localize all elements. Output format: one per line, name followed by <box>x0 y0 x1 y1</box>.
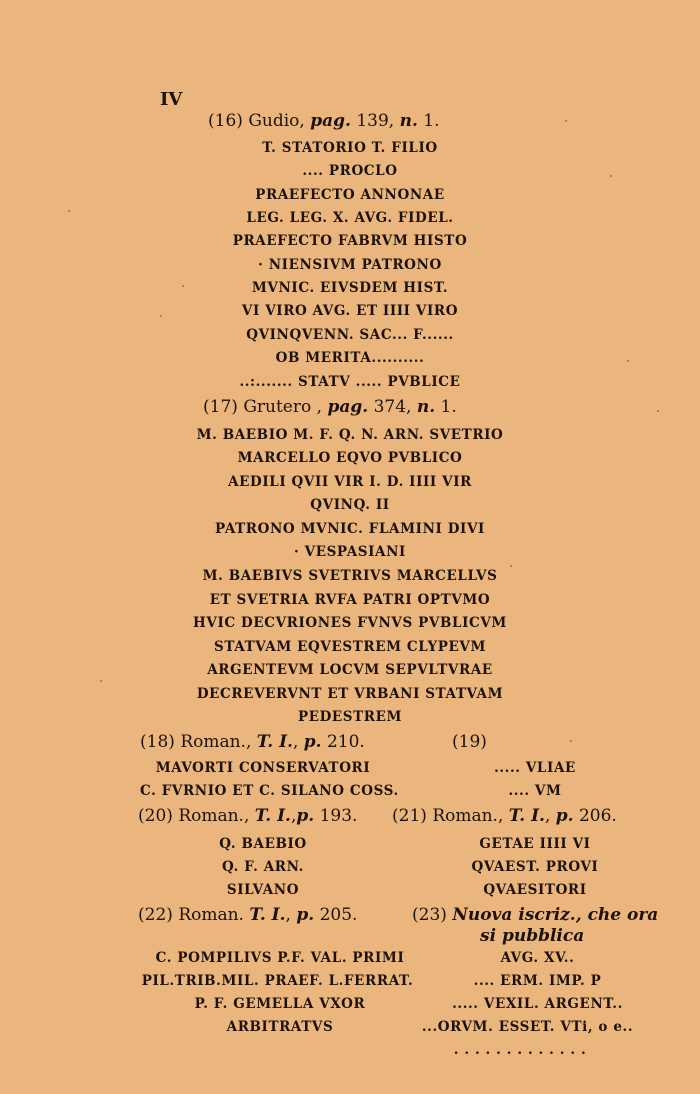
inscription-line: OB MERITA.......... <box>275 350 425 366</box>
ref-23-source-line2: si pubblica <box>480 926 585 946</box>
ref-16-n: 1. <box>423 111 440 131</box>
ref-21-source: Roman. <box>432 806 498 826</box>
ref-16-n-label: n. <box>399 111 418 131</box>
inscription-line: VI VIRO AVG. ET IIII VIRO <box>241 303 459 319</box>
inscription-line: T. STATORIO T. FILIO <box>262 140 438 156</box>
inscription-line: HVIC DECVRIONES FVNVS PVBLICVM <box>193 615 507 631</box>
inscription-line: PATRONO MVNIC. FLAMINI DIVI <box>215 521 485 537</box>
ref-17-pag-label: pag. <box>327 397 369 417</box>
ref-16-sep: , <box>299 111 305 131</box>
ref-21-t-label: T. I. <box>508 806 545 826</box>
speck <box>510 565 512 567</box>
inscription-line: GETAE IIII VI <box>479 836 591 852</box>
ref-16-pag: 139, <box>356 111 395 131</box>
inscription-line: ARBITRATVS <box>226 1019 334 1035</box>
ref-17-n: 1. <box>440 397 457 417</box>
speck <box>610 175 612 177</box>
ref-21-sep2: , <box>544 806 551 826</box>
ref-18-sep: , <box>245 732 252 752</box>
ref-18-t-label: T. I. <box>256 732 293 752</box>
speck <box>160 315 162 317</box>
inscription-line: M. BAEBIVS SVETRIVS MARCELLVS <box>202 568 498 584</box>
inscription-line: Q. BAEBIO <box>219 836 307 852</box>
ref-16-source: Gudio <box>248 111 300 131</box>
inscription-line: LEG. LEG. X. AVG. FIDEL. <box>246 210 454 226</box>
ref-20 <box>138 806 357 826</box>
ref-16 <box>208 111 440 131</box>
ref-22 <box>138 905 357 925</box>
inscription-line: ..... VLIAE <box>494 760 576 776</box>
speck <box>100 680 102 682</box>
ref-20-source: Roman. <box>178 806 244 826</box>
inscription-line: MARCELLO EQVO PVBLICO <box>237 450 463 466</box>
ref-19 <box>452 732 487 752</box>
ref-22-p: 205. <box>319 905 358 925</box>
inscription-line: QVAEST. PROVI <box>471 859 599 875</box>
ref-16-pag-label: pag. <box>310 111 351 131</box>
ref-23-line2 <box>480 926 584 946</box>
ref-17-pag: 374 <box>373 397 407 417</box>
ref-17-source: Grutero <box>243 397 312 417</box>
speck <box>68 210 70 212</box>
ref-21-p-label: p. <box>555 806 574 826</box>
inscription-line: PRAEFECTO FABRVM HISTO <box>232 233 468 249</box>
page-number: IV <box>160 89 183 110</box>
speck <box>565 120 567 122</box>
ref-18 <box>140 732 365 752</box>
ref-21 <box>392 806 617 826</box>
ref-18-num: (18) <box>140 732 175 752</box>
inscription-line: STATVAM EQVESTREM CLYPEVM <box>213 639 486 655</box>
ref-21-num: (21) <box>392 806 427 826</box>
ref-22-sep2: , <box>285 905 291 925</box>
inscription-line: AEDILI QVII VIR I. D. IIII VIR <box>228 474 472 490</box>
inscription-line: ..:....... STATV ..... PVBLICE <box>239 374 461 390</box>
ref-20-p: 193. <box>319 806 358 826</box>
ref-23 <box>412 905 658 925</box>
inscription-line: PRAEFECTO ANNONAE <box>255 187 445 203</box>
ref-17-num: (17) <box>203 397 238 417</box>
inscription-line: MVNIC. EIVSDEM HIST. <box>251 280 449 296</box>
inscription-line: Q. F. ARN. <box>222 859 304 875</box>
ref-17-n-label: n. <box>416 397 436 417</box>
inscription-line: SILVANO <box>226 882 300 898</box>
ref-23-source-line1: Nuova iscriz., che ora <box>452 905 659 925</box>
inscription-line: .... PROCLO <box>302 163 398 179</box>
inscription-line: PEDESTREM <box>297 709 403 725</box>
ref-21-sep: , <box>497 806 504 826</box>
inscription-line: DECREVERVNT ET VRBANI STATVAM <box>196 686 504 702</box>
inscription-line: QVAESITORI <box>483 882 587 898</box>
speck <box>182 285 184 287</box>
inscription-line: .... ERM. IMP. P <box>473 973 602 989</box>
inscription-line: M. BAEBIO M. F. Q. N. ARN. SVETRIO <box>196 427 504 443</box>
inscription-line: ...ORVM. ESSET. VTi, o e.. <box>421 1019 634 1035</box>
ref-22-num: (22) <box>138 905 173 925</box>
ref-18-source: Roman. <box>180 732 246 752</box>
ref-17-sep: , <box>316 397 323 417</box>
ref-22-t-label: T. I. <box>249 905 286 925</box>
inscription-line: ET SVETRIA RVFA PATRI OPTVMO <box>209 592 491 608</box>
ref-17 <box>203 397 457 417</box>
inscription-line: ..... VEXIL. ARGENT.. <box>452 996 623 1012</box>
inscription-line: MAVORTI CONSERVATORI <box>155 760 371 776</box>
ref-17-sep2: , <box>406 397 412 417</box>
ref-18-p: 210. <box>326 732 365 752</box>
inscription-line: ARGENTEVM LOCVM SEPVLTVRAE <box>207 662 493 678</box>
ref-19-num: (19) <box>452 732 487 752</box>
speck <box>570 740 572 742</box>
inscription-line: AVG. XV.. <box>500 950 575 966</box>
inscription-line: .... VM <box>508 783 562 799</box>
ref-21-p: 206. <box>578 806 617 826</box>
ref-16-num: (16) <box>208 111 243 131</box>
ref-20-p-label: p. <box>296 806 315 826</box>
inscription-line: QVINQ. II <box>310 497 390 513</box>
inscription-line: . . . . . . . . . . . . . <box>453 1042 587 1058</box>
ref-22-p-label: p. <box>296 905 315 925</box>
ref-18-p-label: p. <box>303 732 322 752</box>
inscription-line: C. POMPILIVS P.F. VAL. PRIMI <box>155 950 405 966</box>
ref-20-num: (20) <box>138 806 173 826</box>
inscription-line: P. F. GEMELLA VXOR <box>194 996 366 1012</box>
inscription-line: QVINQVENN. SAC... F...... <box>246 327 454 343</box>
ref-20-sep2: , <box>290 806 297 826</box>
inscription-line: · VESPASIANI <box>294 544 406 560</box>
inscription-line: PIL.TRIB.MIL. PRAEF. L.FERRAT. <box>141 973 414 989</box>
ref-23-num: (23) <box>412 905 447 925</box>
ref-20-t-label: T. I. <box>254 806 291 826</box>
inscription-line: · NIENSIVM PATRONO <box>258 257 442 273</box>
ref-20-sep: , <box>243 806 250 826</box>
speck <box>627 360 629 362</box>
speck <box>657 410 659 412</box>
ref-18-sep2: , <box>292 732 299 752</box>
ref-22-source: Roman. <box>178 905 244 925</box>
inscription-line: C. FVRNIO ET C. SILANO COSS. <box>140 783 399 799</box>
